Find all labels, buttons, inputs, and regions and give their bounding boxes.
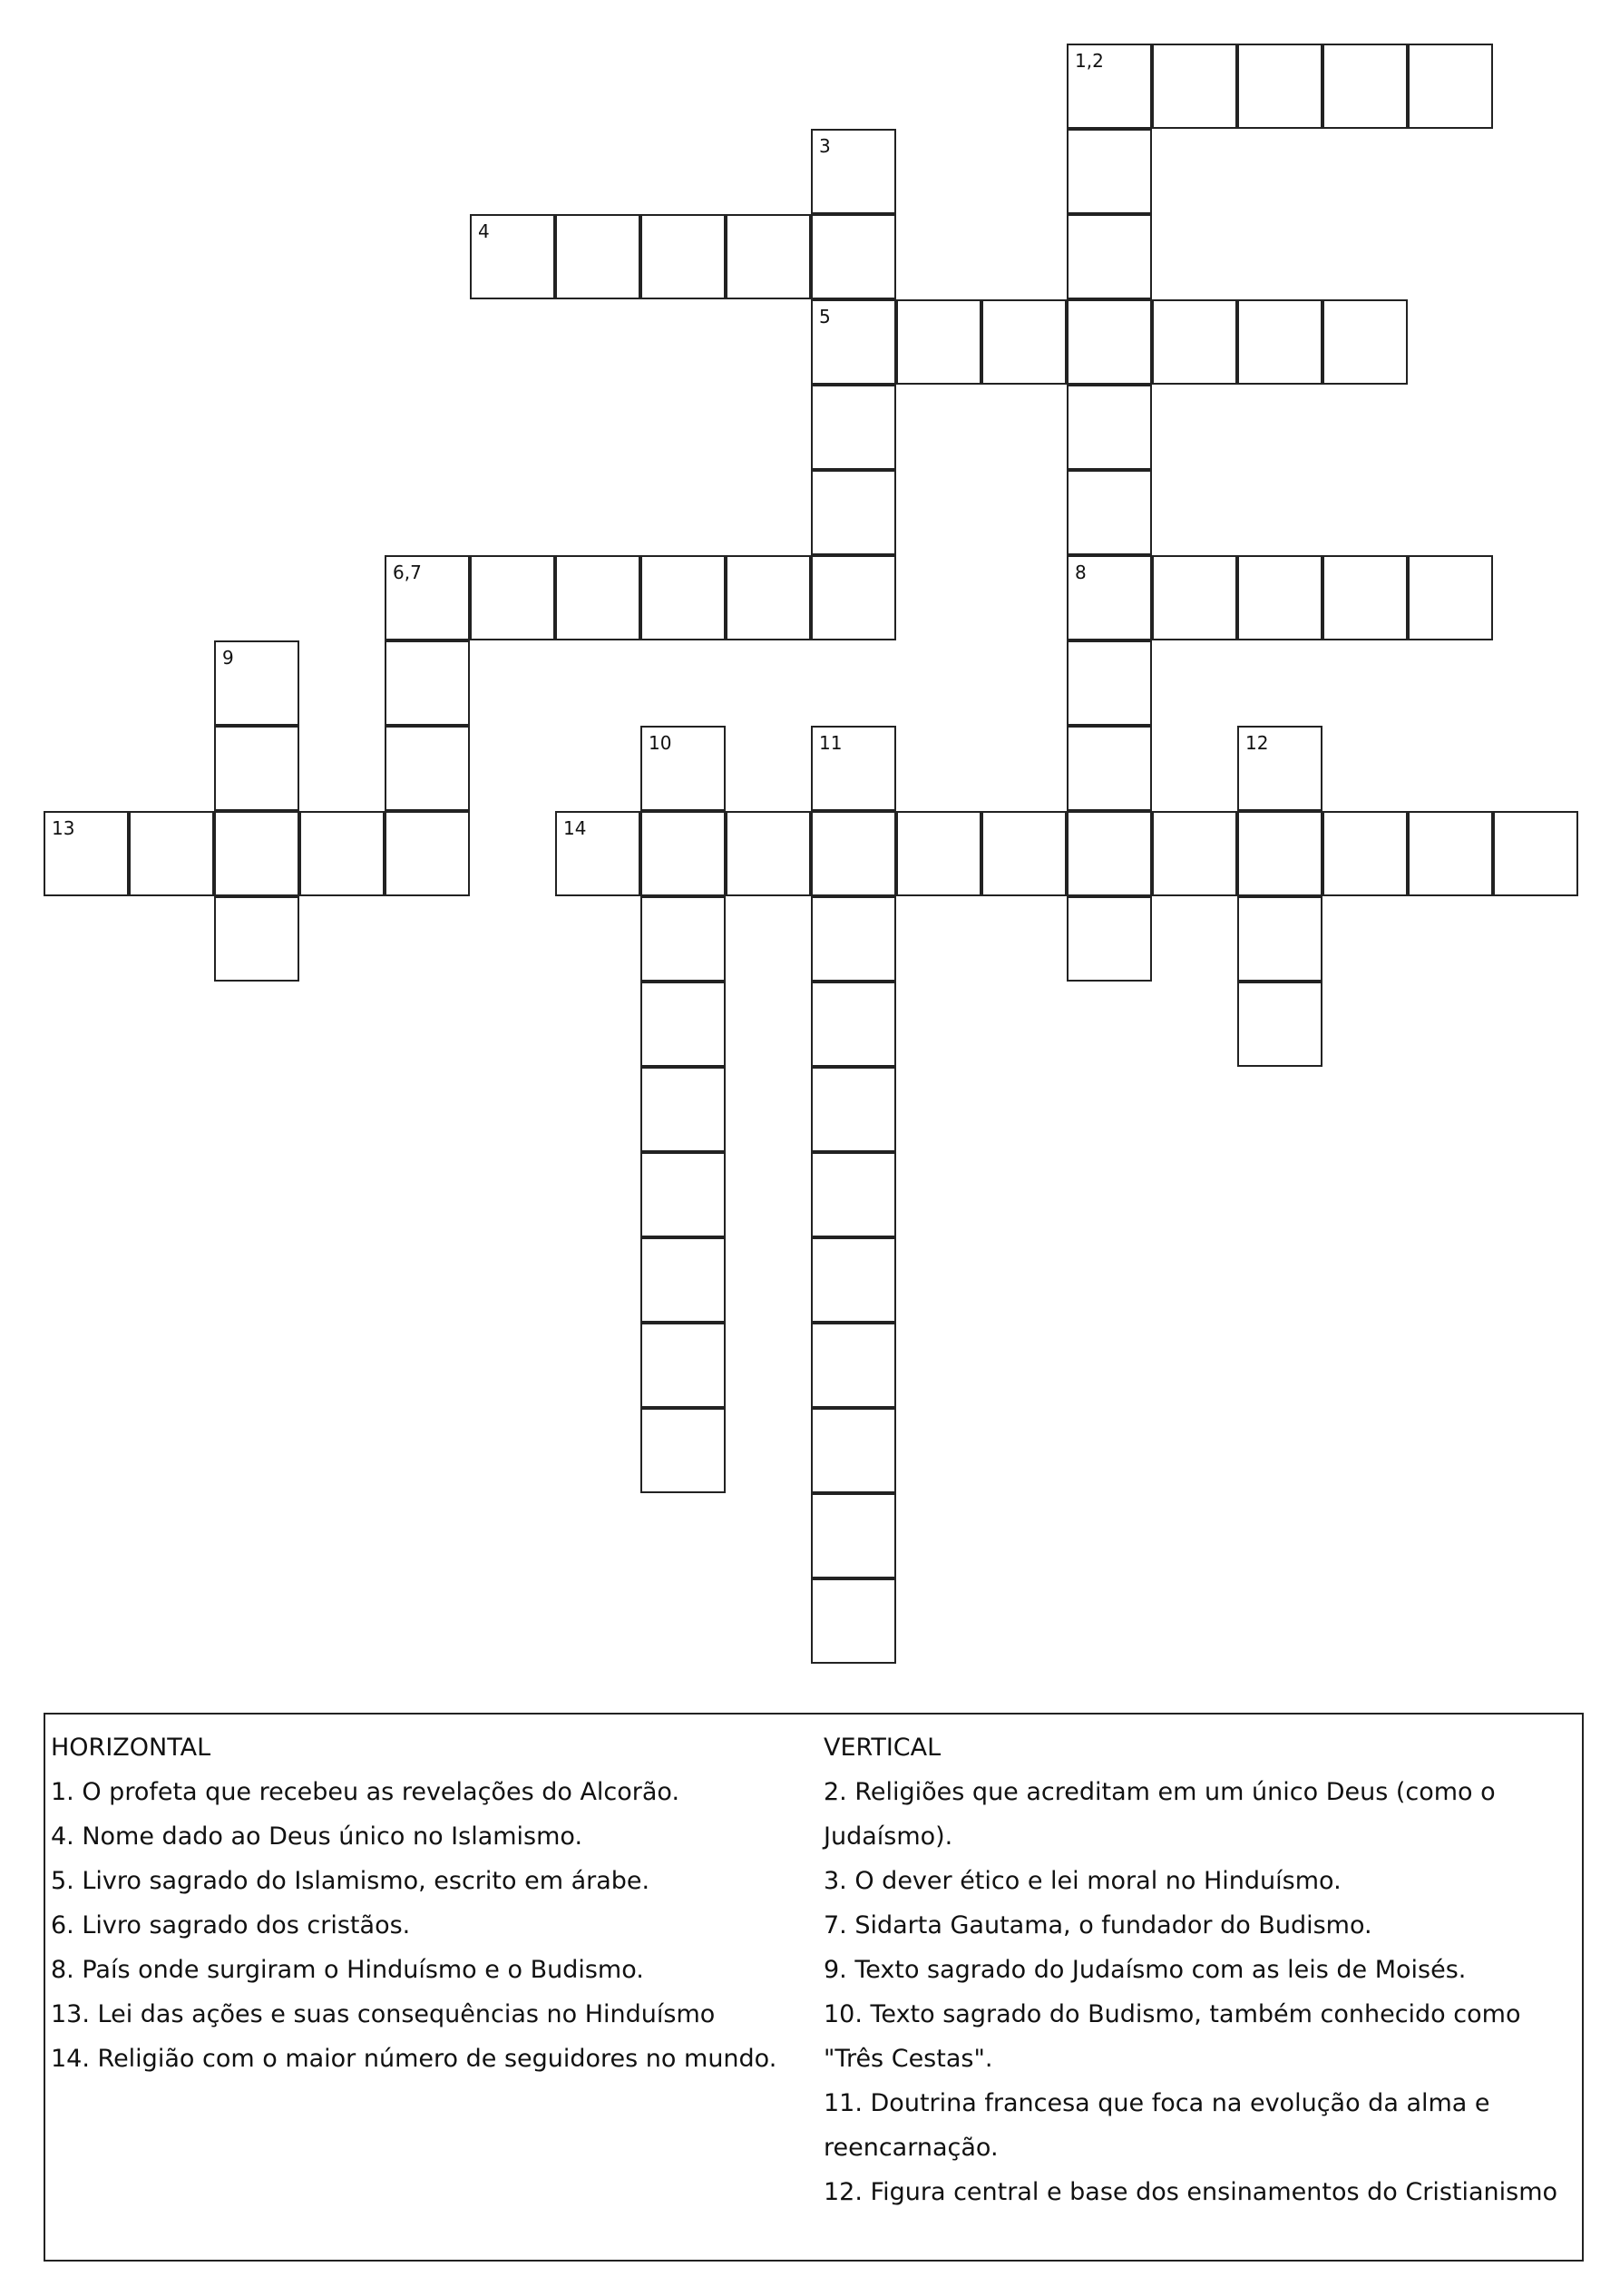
grid-cell[interactable]: [811, 896, 896, 982]
grid-cell[interactable]: [811, 555, 896, 640]
grid-cell[interactable]: [1237, 44, 1322, 129]
grid-cell[interactable]: [1493, 811, 1578, 896]
clue-number: 11: [819, 732, 843, 754]
grid-cell[interactable]: [640, 811, 726, 896]
grid-cell[interactable]: [129, 811, 214, 896]
clue-vertical-7: 7. Sidarta Gautama, o fundador do Budismo.: [824, 1911, 1372, 1939]
grid-cell[interactable]: [811, 1323, 896, 1408]
clue-horizontal-13: 13. Lei das ações e suas consequências no Hinduísmo: [51, 2000, 716, 2028]
grid-cell[interactable]: [1067, 811, 1152, 896]
clue-vertical-12: 12. Figura central e base dos ensinamentos do Cristianismo: [824, 2178, 1558, 2206]
clue-vertical-3: 3. O dever ético e lei moral no Hinduísmo.: [824, 1867, 1342, 1895]
grid-cell[interactable]: [299, 811, 385, 896]
grid-cell[interactable]: [385, 640, 470, 726]
clue-number: 8: [1075, 562, 1087, 583]
grid-cell[interactable]: [470, 214, 555, 299]
clues-vertical: [824, 1725, 1578, 2214]
grid-cell[interactable]: [1237, 896, 1322, 982]
grid-cell[interactable]: [811, 726, 896, 811]
grid-cell[interactable]: [1067, 555, 1152, 640]
grid-cell[interactable]: [1322, 555, 1408, 640]
grid-cell[interactable]: [1067, 129, 1152, 214]
grid-cell[interactable]: [981, 811, 1067, 896]
clue-number: 13: [52, 817, 75, 839]
grid-cell[interactable]: [640, 982, 726, 1067]
clues-horizontal: [51, 1725, 804, 2081]
grid-cell[interactable]: [726, 811, 811, 896]
grid-cell[interactable]: [44, 811, 129, 896]
clue-number: 10: [649, 732, 672, 754]
clues-vertical-heading: VERTICAL: [824, 1734, 942, 1762]
grid-cell[interactable]: [1152, 44, 1237, 129]
grid-cell[interactable]: [640, 1237, 726, 1323]
clue-horizontal-6: 6. Livro sagrado dos cristãos.: [51, 1911, 411, 1939]
grid-cell[interactable]: [1237, 555, 1322, 640]
clue-vertical-2: 2. Religiões que acreditam em um único Deus (como o Judaísmo).: [824, 1778, 1496, 1851]
grid-cell[interactable]: [555, 555, 640, 640]
clue-number: 5: [819, 306, 831, 327]
grid-cell[interactable]: [640, 726, 726, 811]
grid-cell[interactable]: [896, 299, 981, 385]
clue-vertical-10: 10. Texto sagrado do Budismo, também conhecido como "Três Cestas".: [824, 2000, 1521, 2073]
grid-cell[interactable]: [811, 982, 896, 1067]
grid-cell[interactable]: [726, 555, 811, 640]
grid-cell[interactable]: [640, 1408, 726, 1493]
grid-cell[interactable]: [555, 811, 640, 896]
clue-horizontal-14: 14. Religião com o maior número de seguidores no mundo.: [51, 2045, 777, 2073]
clue-vertical-9: 9. Texto sagrado do Judaísmo com as leis de Moisés.: [824, 1956, 1467, 1984]
grid-cell[interactable]: [1067, 470, 1152, 555]
grid-cell[interactable]: [811, 470, 896, 555]
clue-number: 3: [819, 135, 831, 157]
grid-cell[interactable]: [1237, 726, 1322, 811]
clue-horizontal-4: 4. Nome dado ao Deus único no Islamismo.: [51, 1822, 583, 1851]
grid-cell[interactable]: [811, 129, 896, 214]
grid-cell[interactable]: [811, 1408, 896, 1493]
clue-number: 9: [222, 647, 234, 669]
clue-horizontal-1: 1. O profeta que recebeu as revelações do Alcorão.: [51, 1778, 680, 1806]
clue-horizontal-5: 5. Livro sagrado do Islamismo, escrito em árabe.: [51, 1867, 650, 1895]
grid-cell[interactable]: [1067, 726, 1152, 811]
grid-cell[interactable]: [640, 896, 726, 982]
grid-cell[interactable]: [1237, 811, 1322, 896]
grid-cell[interactable]: [1237, 982, 1322, 1067]
grid-cell[interactable]: [1237, 299, 1322, 385]
clue-number: 1,2: [1075, 50, 1104, 72]
grid-cell[interactable]: [811, 1152, 896, 1237]
grid-cell[interactable]: [1152, 811, 1237, 896]
grid-cell[interactable]: [1067, 214, 1152, 299]
grid-cell[interactable]: [214, 726, 299, 811]
grid-cell[interactable]: [555, 214, 640, 299]
clues-box: [44, 1713, 1584, 2262]
grid-cell[interactable]: [385, 811, 470, 896]
grid-cell[interactable]: [726, 214, 811, 299]
grid-cell[interactable]: [1067, 640, 1152, 726]
clue-number: 14: [563, 817, 587, 839]
grid-cell[interactable]: [640, 1323, 726, 1408]
grid-cell[interactable]: [811, 385, 896, 470]
grid-cell[interactable]: [811, 811, 896, 896]
grid-cell[interactable]: [1152, 555, 1237, 640]
clue-horizontal-8: 8. País onde surgiram o Hinduísmo e o Budismo.: [51, 1956, 644, 1984]
grid-cell[interactable]: [385, 555, 470, 640]
clue-number: 4: [478, 220, 490, 242]
grid-cell[interactable]: [1408, 555, 1493, 640]
grid-cell[interactable]: [896, 811, 981, 896]
grid-cell[interactable]: [1067, 44, 1152, 129]
clues-horizontal-heading: HORIZONTAL: [51, 1734, 211, 1762]
grid-cell[interactable]: [811, 1067, 896, 1152]
grid-cell[interactable]: [811, 1493, 896, 1578]
grid-cell[interactable]: [1408, 811, 1493, 896]
grid-cell[interactable]: [640, 214, 726, 299]
grid-cell[interactable]: [385, 726, 470, 811]
grid-cell[interactable]: [1322, 44, 1408, 129]
grid-cell[interactable]: [214, 896, 299, 982]
grid-cell[interactable]: [214, 640, 299, 726]
grid-cell[interactable]: [811, 214, 896, 299]
grid-cell[interactable]: [1067, 299, 1152, 385]
grid-cell[interactable]: [1152, 299, 1237, 385]
grid-cell[interactable]: [811, 299, 896, 385]
grid-cell[interactable]: [214, 811, 299, 896]
grid-cell[interactable]: [640, 1152, 726, 1237]
grid-cell[interactable]: [981, 299, 1067, 385]
grid-cell[interactable]: [640, 1067, 726, 1152]
grid-cell[interactable]: [811, 1237, 896, 1323]
grid-cell[interactable]: [811, 1578, 896, 1664]
clue-number: 12: [1245, 732, 1269, 754]
clue-vertical-11: 11. Doutrina francesa que foca na evolução da alma e reencarnação.: [824, 2089, 1490, 2162]
grid-cell[interactable]: [1322, 811, 1408, 896]
grid-cell[interactable]: [470, 555, 555, 640]
grid-cell[interactable]: [1067, 896, 1152, 982]
grid-cell[interactable]: [1322, 299, 1408, 385]
grid-cell[interactable]: [1408, 44, 1493, 129]
clue-number: 6,7: [393, 562, 422, 583]
grid-cell[interactable]: [1067, 385, 1152, 470]
grid-cell[interactable]: [640, 555, 726, 640]
